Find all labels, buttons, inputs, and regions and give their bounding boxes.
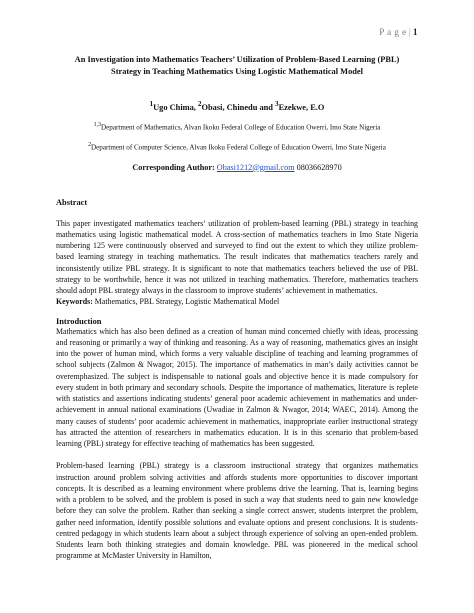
paper-content [56, 54, 418, 562]
corresponding-author [56, 163, 418, 172]
keywords-label: Keywords: [56, 297, 93, 307]
page-number: 1 [413, 27, 418, 37]
author-list [56, 100, 418, 112]
affiliation-2-text: Department of Computer Science, Alvan Ikoku Federal College of Education Owerri, Imo State Nigeria [91, 143, 386, 152]
affiliation-1-sup: 1,3 [93, 121, 102, 128]
author-3-sup: 3 [275, 100, 279, 108]
corresponding-email-link[interactable]: Obasi1212@gmail.com [216, 162, 295, 172]
affiliation-2 [56, 142, 418, 151]
corresponding-phone: 08036628970 [294, 162, 342, 172]
paper-title [56, 54, 418, 78]
affiliation-1 [56, 122, 418, 131]
introduction-paragraph-1: Mathematics which has also been defined as a creation of human mind concerned chiefly with ideas, processing and reasoning or primarily a way of thinking and reasoning. As a way of reasoning, mathematics gives an insight into the power of human mind, which forms a very valuable discipline of teaching and learning programmes of school subjects (Zalmon & Nwagor, 2015). The importance of mathematics in man’s daily activities cannot be overemphasized. The subject is indispensable to national goals and objective hence it is made compulsory for every student in both primary and secondary schools. Despite the importance of mathematics, literature is replete with statistics and assertions indicating students’ general poor academic achievement in mathematics and under-achievement in annual national examinations (Uwadiae in Zalmon & Nwagor, 2014; WAEC, 2014). Among the many causes of students’ poor academic achievement in mathematics, inappropriate earlier instructional strategy has attracted the attention of researchers in mathematics education. It is in this scenario that problem-based learning (PBL) strategy for effective teaching of mathematics has been suggested. [56, 326, 418, 449]
introduction-paragraph-2: Problem-based learning (PBL) strategy is a classroom instructional strategy that organizes mathematics instruction around problem solving activities and affords students more opportunities to discover important concepts. It is described as a learning environment where problems drive the learning. That is, learning begins with a problem to be solved, and the problem is posed in such a way that students need to gain new knowledge before they can solve the problem. Rather than seeking a single correct answer, students interpret the problem, gather need information, identify possible solutions and evaluate options and present conclusions. It is students-centred pedagogy in which students learn about a subject through experience of solving an open-ended problem. Students learn both thinking strategies and domain knowledge. PBL was pioneered in the medical school programme at McMaster University in Hamilton, [56, 461, 418, 561]
abstract-heading: Abstract [56, 197, 88, 207]
page-separator: | [408, 27, 411, 37]
keywords-text: Mathematics, PBL Strategy, Logistic Mathematical Model [92, 297, 280, 307]
page-word: P a g e [379, 27, 407, 37]
introduction-heading: Introduction [56, 316, 102, 326]
author-2-sup: 2 [198, 100, 202, 108]
affiliation-2-sup: 2 [88, 142, 92, 149]
author-1-name: Ugo Chima, [153, 102, 198, 112]
title-line-1: An Investigation into Mathematics Teachers’ Utilization of Problem-Based Learning (PBL) [74, 55, 400, 64]
page-number-header [379, 27, 418, 37]
corresponding-label: Corresponding Author: [132, 162, 215, 172]
affiliation-1-text: Department of Mathematics, Alvan Ikoku Federal College of Education Owerri, Imo State Nigeria [101, 123, 381, 132]
author-1-sup: 1 [149, 100, 154, 108]
title-line-2: Strategy in Teaching Mathematics Using Logistic Mathematical Model [111, 67, 363, 76]
author-3-name: Ezekwe, E.O [278, 102, 325, 112]
keywords-line [56, 296, 418, 307]
author-2-name: Obasi, Chinedu and [201, 102, 276, 112]
abstract-text: This paper investigated mathematics teachers’ utilization of problem-based learning (PBL) strategy in teaching mathematics using logistic mathematical model. A cross-section of mathematics teachers in Imo State Nigeria numbering 125 were continuously observed and surveyed to find out the extent to which they utilize problem-based learning strategy in teaching mathematics. The result indicates that mathematics teachers rarely and inconsistently utilize PBL strategy. It is significant to note that mathematics teachers believed the use of PBL strategy to be worthwhile, hence it was not utilized in teaching mathematics. Therefore, mathematics teachers should adopt PBL strategy always in the classroom to improve students’ achievement in mathematics. [56, 218, 418, 296]
